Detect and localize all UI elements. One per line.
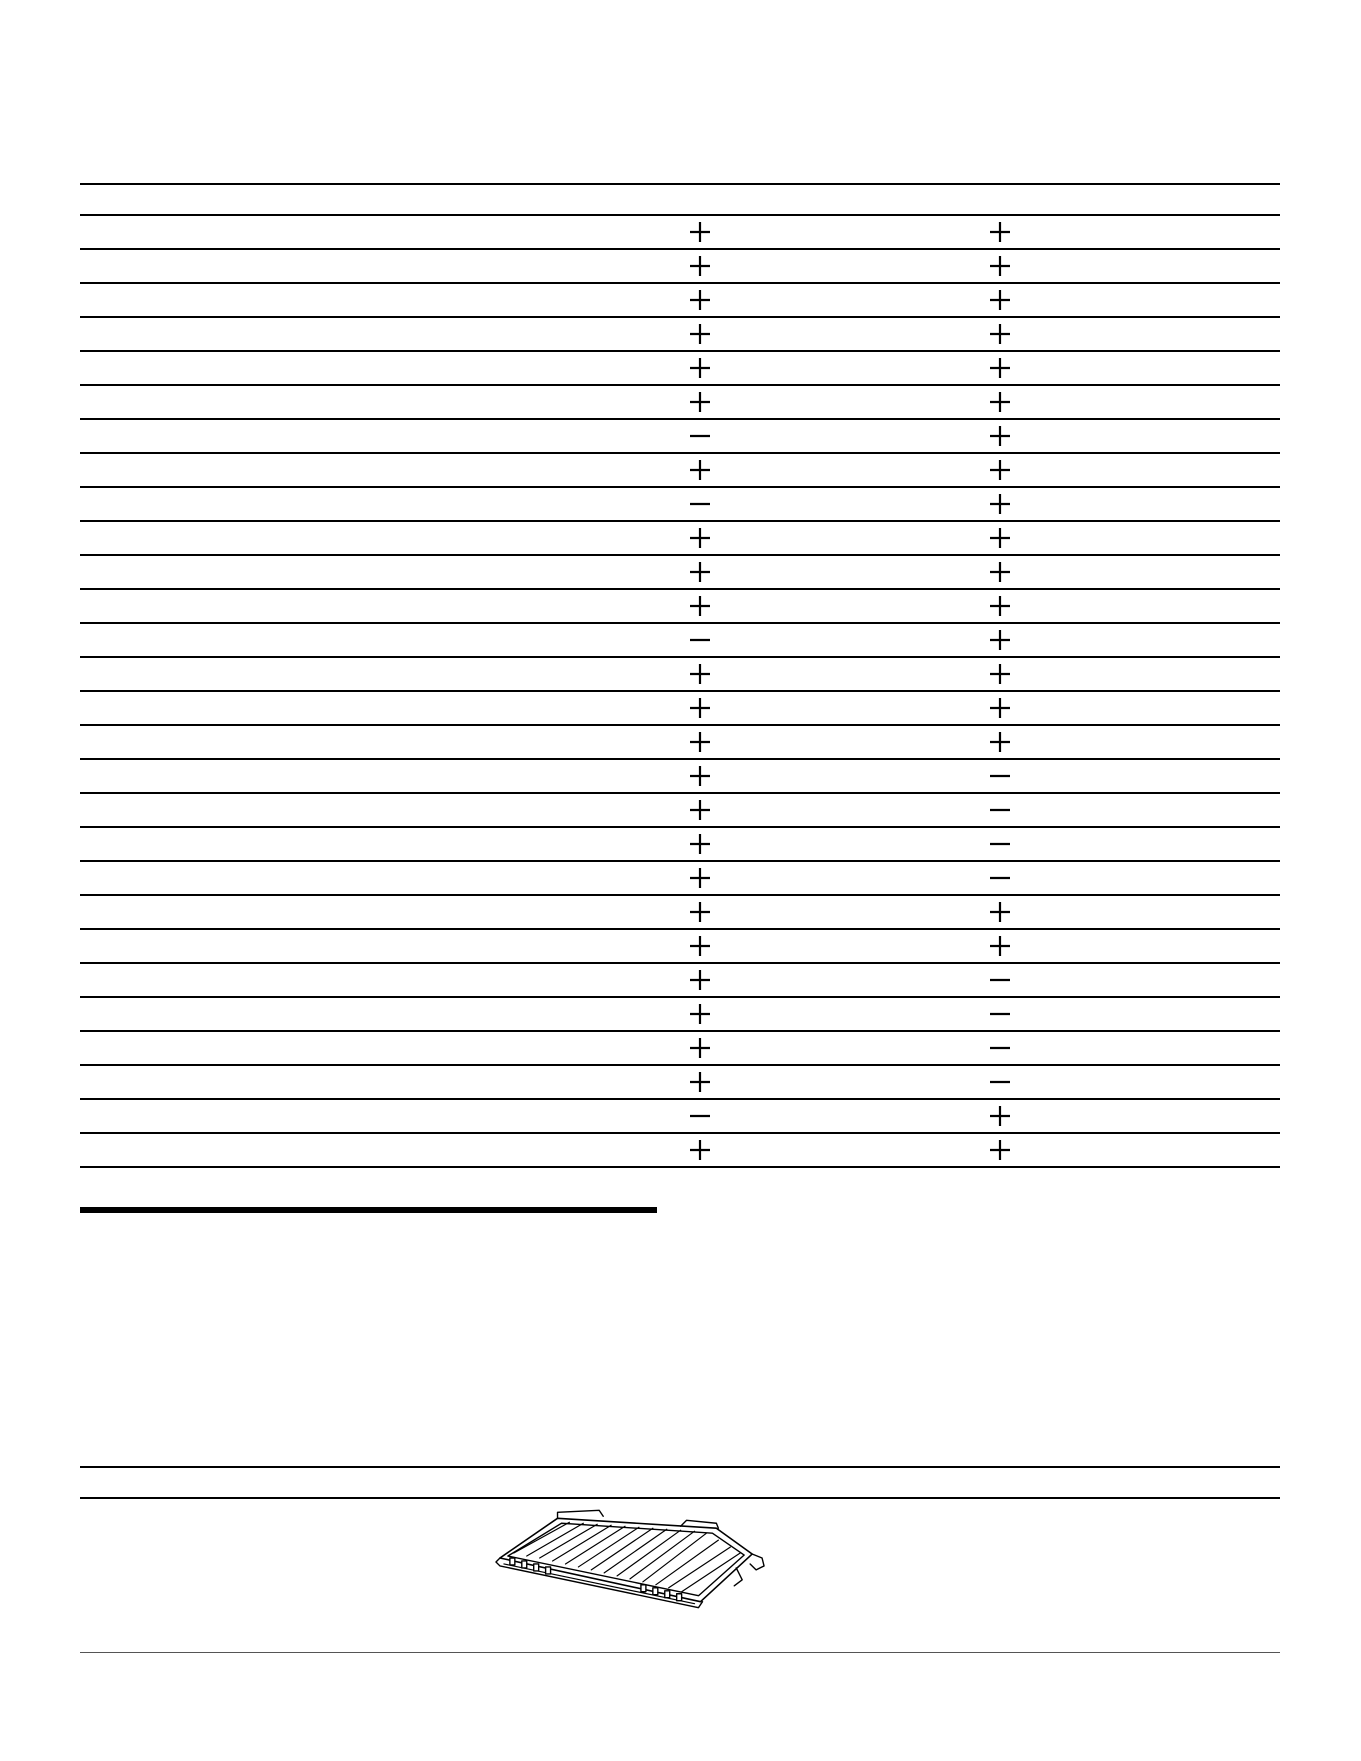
table-header-row	[80, 185, 1280, 216]
minus-icon	[988, 798, 1012, 822]
oven-rack-icon	[492, 1506, 770, 1610]
plus-icon	[688, 356, 712, 380]
minus-icon	[988, 764, 1012, 788]
plus-icon	[688, 968, 712, 992]
table-row	[80, 964, 1280, 998]
plus-icon	[688, 832, 712, 856]
table-row	[80, 862, 1280, 896]
plus-icon	[688, 560, 712, 584]
accessory-table	[80, 1466, 1280, 1653]
minus-icon	[688, 424, 712, 448]
plus-icon	[688, 458, 712, 482]
table-row	[80, 1100, 1280, 1134]
minus-icon	[988, 1002, 1012, 1026]
plus-icon	[688, 1002, 712, 1026]
minus-icon	[688, 1104, 712, 1128]
plus-icon	[988, 594, 1012, 618]
plus-icon	[988, 322, 1012, 346]
table-row	[80, 828, 1280, 862]
plus-icon	[988, 560, 1012, 584]
minus-icon	[688, 492, 712, 516]
table-row	[80, 216, 1280, 250]
minus-icon	[988, 1070, 1012, 1094]
plus-icon	[688, 390, 712, 414]
table-row	[80, 760, 1280, 794]
plus-icon	[688, 1036, 712, 1060]
accessory-table-header	[80, 1466, 1280, 1499]
table-row	[80, 556, 1280, 590]
minus-icon	[988, 1036, 1012, 1060]
plus-icon	[688, 764, 712, 788]
minus-icon	[988, 866, 1012, 890]
plus-icon	[988, 628, 1012, 652]
plus-icon	[988, 934, 1012, 958]
plus-icon	[988, 254, 1012, 278]
table-row	[80, 624, 1280, 658]
plus-icon	[688, 1138, 712, 1162]
table-row	[80, 318, 1280, 352]
accessory-row	[80, 1499, 1280, 1653]
plus-icon	[988, 900, 1012, 924]
plus-icon	[988, 458, 1012, 482]
plus-icon	[988, 390, 1012, 414]
compatibility-table	[80, 183, 1280, 1168]
minus-icon	[988, 832, 1012, 856]
plus-icon	[688, 662, 712, 686]
plus-icon	[988, 526, 1012, 550]
table-row	[80, 658, 1280, 692]
plus-icon	[988, 220, 1012, 244]
table-row	[80, 1032, 1280, 1066]
table-row	[80, 998, 1280, 1032]
plus-icon	[688, 594, 712, 618]
table-row	[80, 896, 1280, 930]
plus-icon	[688, 730, 712, 754]
plus-icon	[688, 220, 712, 244]
plus-icon	[988, 288, 1012, 312]
table-row	[80, 590, 1280, 624]
plus-icon	[988, 730, 1012, 754]
plus-icon	[688, 934, 712, 958]
plus-icon	[688, 254, 712, 278]
plus-icon	[688, 288, 712, 312]
table-body	[80, 216, 1280, 1168]
table-row	[80, 692, 1280, 726]
table-row	[80, 930, 1280, 964]
plus-icon	[988, 696, 1012, 720]
section-divider	[80, 1207, 657, 1213]
table-row	[80, 284, 1280, 318]
table-row	[80, 352, 1280, 386]
plus-icon	[688, 696, 712, 720]
plus-icon	[988, 1104, 1012, 1128]
plus-icon	[988, 424, 1012, 448]
table-row	[80, 454, 1280, 488]
plus-icon	[988, 662, 1012, 686]
plus-icon	[688, 1070, 712, 1094]
plus-icon	[688, 900, 712, 924]
minus-icon	[988, 968, 1012, 992]
plus-icon	[688, 798, 712, 822]
table-row	[80, 794, 1280, 828]
table-row	[80, 726, 1280, 760]
plus-icon	[988, 356, 1012, 380]
table-row	[80, 522, 1280, 556]
table-row	[80, 420, 1280, 454]
plus-icon	[688, 866, 712, 890]
plus-icon	[688, 322, 712, 346]
table-row	[80, 250, 1280, 284]
table-row	[80, 488, 1280, 522]
plus-icon	[988, 1138, 1012, 1162]
table-row	[80, 1066, 1280, 1100]
table-row	[80, 386, 1280, 420]
plus-icon	[988, 492, 1012, 516]
plus-icon	[688, 526, 712, 550]
minus-icon	[688, 628, 712, 652]
table-row	[80, 1134, 1280, 1168]
